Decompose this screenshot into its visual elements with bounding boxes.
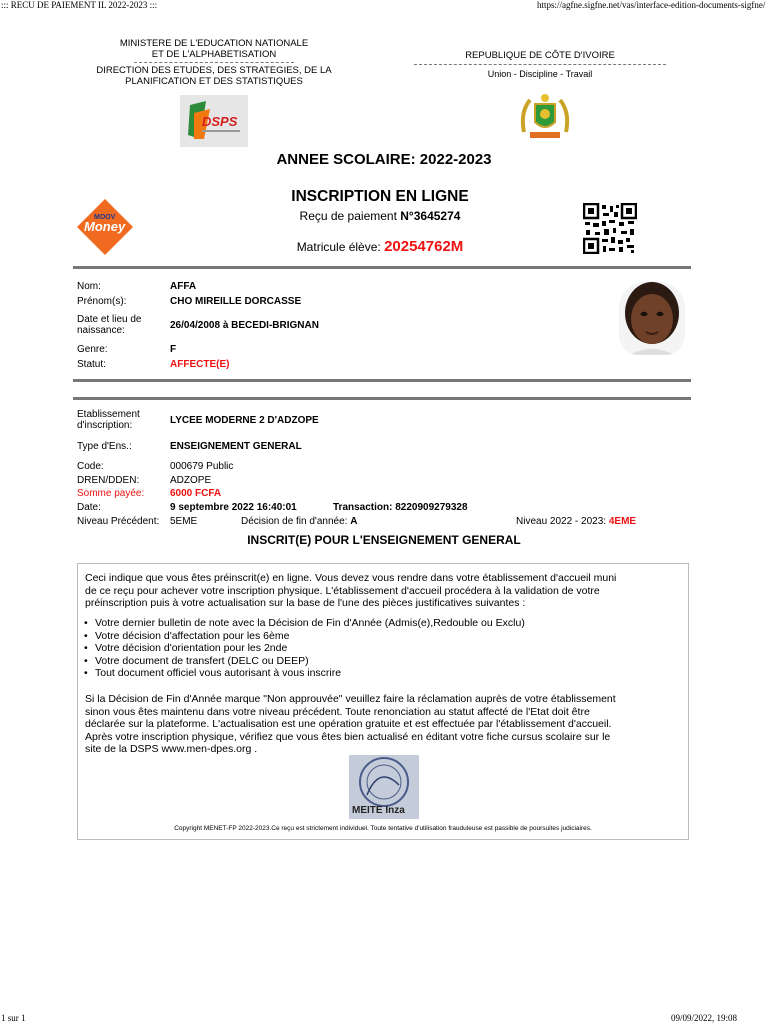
prenom-label: Prénom(s): <box>77 296 127 307</box>
type-label: Type d'Ens.: <box>77 441 132 452</box>
official-stamp <box>349 755 419 819</box>
list-item: • Votre décision d'orientation pour les 2nde <box>83 642 643 655</box>
requirements-list <box>83 617 643 680</box>
svg-text:MEITE Inza: MEITE Inza <box>352 805 405 816</box>
page-header-title: ::: RECU DE PAIEMENT IL 2022-2023 ::: <box>1 0 158 10</box>
divider <box>73 397 691 400</box>
ministry-line-1: MINISTERE DE L'EDUCATION NATIONALE <box>119 38 309 49</box>
svg-text:DSPS: DSPS <box>202 114 238 129</box>
birth-value: 26/04/2008 à BECEDI-BRIGNAN <box>170 320 319 331</box>
page-footer-datetime: 09/09/2022, 19:08 <box>671 1013 738 1023</box>
receipt-line <box>280 209 480 223</box>
svg-text:Money: Money <box>84 219 126 234</box>
statut-label: Statut: <box>77 359 106 370</box>
matricule-value: 20254762M <box>384 238 464 255</box>
list-item: • Votre document de transfert (DELC ou DEEP) <box>83 655 643 668</box>
republic-motto: Union - Discipline - Travail <box>487 69 593 79</box>
receipt-number: N°3645274 <box>400 209 461 223</box>
notice-line: site de la DSPS www.men-dpes.org . <box>85 743 258 755</box>
matricule-label: Matricule élève: <box>296 240 385 254</box>
divider <box>73 266 691 269</box>
decision-line <box>241 516 357 527</box>
prenom-value: CHO MIREILLE DORCASSE <box>170 296 302 307</box>
notice-line: Ceci indique que vous êtes préinscrit(e) en ligne. Vous devez vous rendre dans votre établissement d'accueil muni <box>85 572 617 584</box>
transaction-value: Transaction: 8220909279328 <box>333 502 468 513</box>
receipt-label: Reçu de paiement <box>299 209 401 223</box>
coat-of-arms-icon <box>518 92 572 142</box>
somme-value: 6000 FCFA <box>170 488 222 499</box>
somme-label: Somme payée: <box>77 488 145 499</box>
list-item: • Votre décision d'affectation pour les 6ème <box>83 630 643 643</box>
student-photo <box>619 281 685 355</box>
notice-line: préinscription puis à votre actualisation sur la base de l'une des pièces justificatives suivantes : <box>85 597 526 609</box>
birth-label <box>77 314 142 336</box>
notice-paragraph-2 <box>85 693 681 756</box>
notice-line: Si la Décision de Fin d'Année marque "Non approuvée" veuillez faire la réclamation auprès de votre établissement <box>85 693 616 705</box>
code-label: Code: <box>77 461 104 472</box>
dren-label: DREN/DDEN: <box>77 475 140 486</box>
republic-name: REPUBLIQUE DE CÔTE D'IVOIRE <box>465 50 615 61</box>
date-value: 9 septembre 2022 16:40:01 <box>170 502 297 513</box>
school-year-title: ANNEE SCOLAIRE: 2022-2023 <box>276 151 492 168</box>
niveau-value: 4EME <box>608 516 637 527</box>
list-item: • Tout document officiel vous autorisant à vous inscrire <box>83 667 643 680</box>
notice-line: sinon vous êtes maintenu dans votre niveau précédent. Toute renonciation au statut affecté de l'Etat doit être <box>85 705 590 718</box>
nom-label: Nom: <box>77 281 101 292</box>
notice-line: Après votre inscription physique, vérifiez que vous êtes bien actualisé en éditant votre fiche cursus scolaire sur le <box>85 730 611 743</box>
page-footer-pages: 1 sur 1 <box>1 1013 26 1023</box>
birth-label-line-1: Date et lieu de <box>77 314 142 325</box>
decision-value: A <box>350 516 358 527</box>
niveau-label: Niveau 2022 - 2023: <box>516 516 607 527</box>
etab-label-line-1: Etablissement <box>77 409 140 420</box>
etab-value: LYCEE MODERNE 2 D'ADZOPE <box>170 415 319 426</box>
genre-value: F <box>170 344 177 355</box>
republic-header <box>414 50 666 80</box>
page-header-url: https://agfne.sigfne.net/vas/interface-edition-documents-sigfne/ <box>537 0 766 10</box>
notice-line: de ce reçu pour achever votre inscription physique. L'établissement d'accueil procédera à la validation de votre <box>85 584 600 597</box>
divider <box>73 379 691 382</box>
date-label: Date: <box>77 502 101 513</box>
list-item: • Votre dernier bulletin de note avec la Décision de Fin d'Année (Admis(e),Redouble ou Exclu) <box>83 617 643 630</box>
notice-paragraph-1 <box>85 572 681 610</box>
direction-line-1: DIRECTION DES ETUDES, DES STRATEGIES, DE LA <box>96 65 332 76</box>
copyright-note: Copyright MENET-FP 2022-2023.Ce reçu est strictement individuel. Toute tentative d'utilisation frauduleuse est passible de poursuites judiciaires. <box>174 825 592 832</box>
statut-value: AFFECTE(E) <box>170 359 230 370</box>
svg-text:MOOV: MOOV <box>94 214 116 221</box>
decision-label: Décision de fin d'année: <box>241 516 348 527</box>
nom-value: AFFA <box>170 281 197 292</box>
code-value: 000679 Public <box>170 461 234 472</box>
notice-line: déclarée sur la plateforme. L'actualisation est une opération gratuite et est effectuée par l'établissement d'accueil. <box>85 718 612 730</box>
divider <box>134 62 294 63</box>
etab-label-line-2: d'inscription: <box>77 420 133 431</box>
qr-code-icon <box>583 203 637 254</box>
type-value: ENSEIGNEMENT GENERAL <box>170 441 302 452</box>
genre-label: Genre: <box>77 344 108 355</box>
dsps-logo <box>180 95 248 147</box>
niveau-line <box>516 516 636 527</box>
dren-value: ADZOPE <box>170 475 212 486</box>
section-title: INSCRIT(E) POUR L'ENSEIGNEMENT GENERAL <box>247 533 521 547</box>
matricule-line <box>240 238 520 255</box>
niveau-precedent-value: 5EME <box>170 516 198 527</box>
birth-label-line-2: naissance: <box>77 325 125 336</box>
moov-money-logo <box>75 198 135 256</box>
ministry-header <box>88 38 340 87</box>
inscription-title: INSCRIPTION EN LIGNE <box>291 188 469 205</box>
ministry-line-2: ET DE L'ALPHABETISATION <box>151 49 277 60</box>
direction-line-2: PLANIFICATION ET DES STATISTIQUES <box>125 76 303 87</box>
etab-label <box>77 409 140 431</box>
niveau-precedent-label: Niveau Précédent: <box>77 516 160 527</box>
divider <box>414 64 666 65</box>
